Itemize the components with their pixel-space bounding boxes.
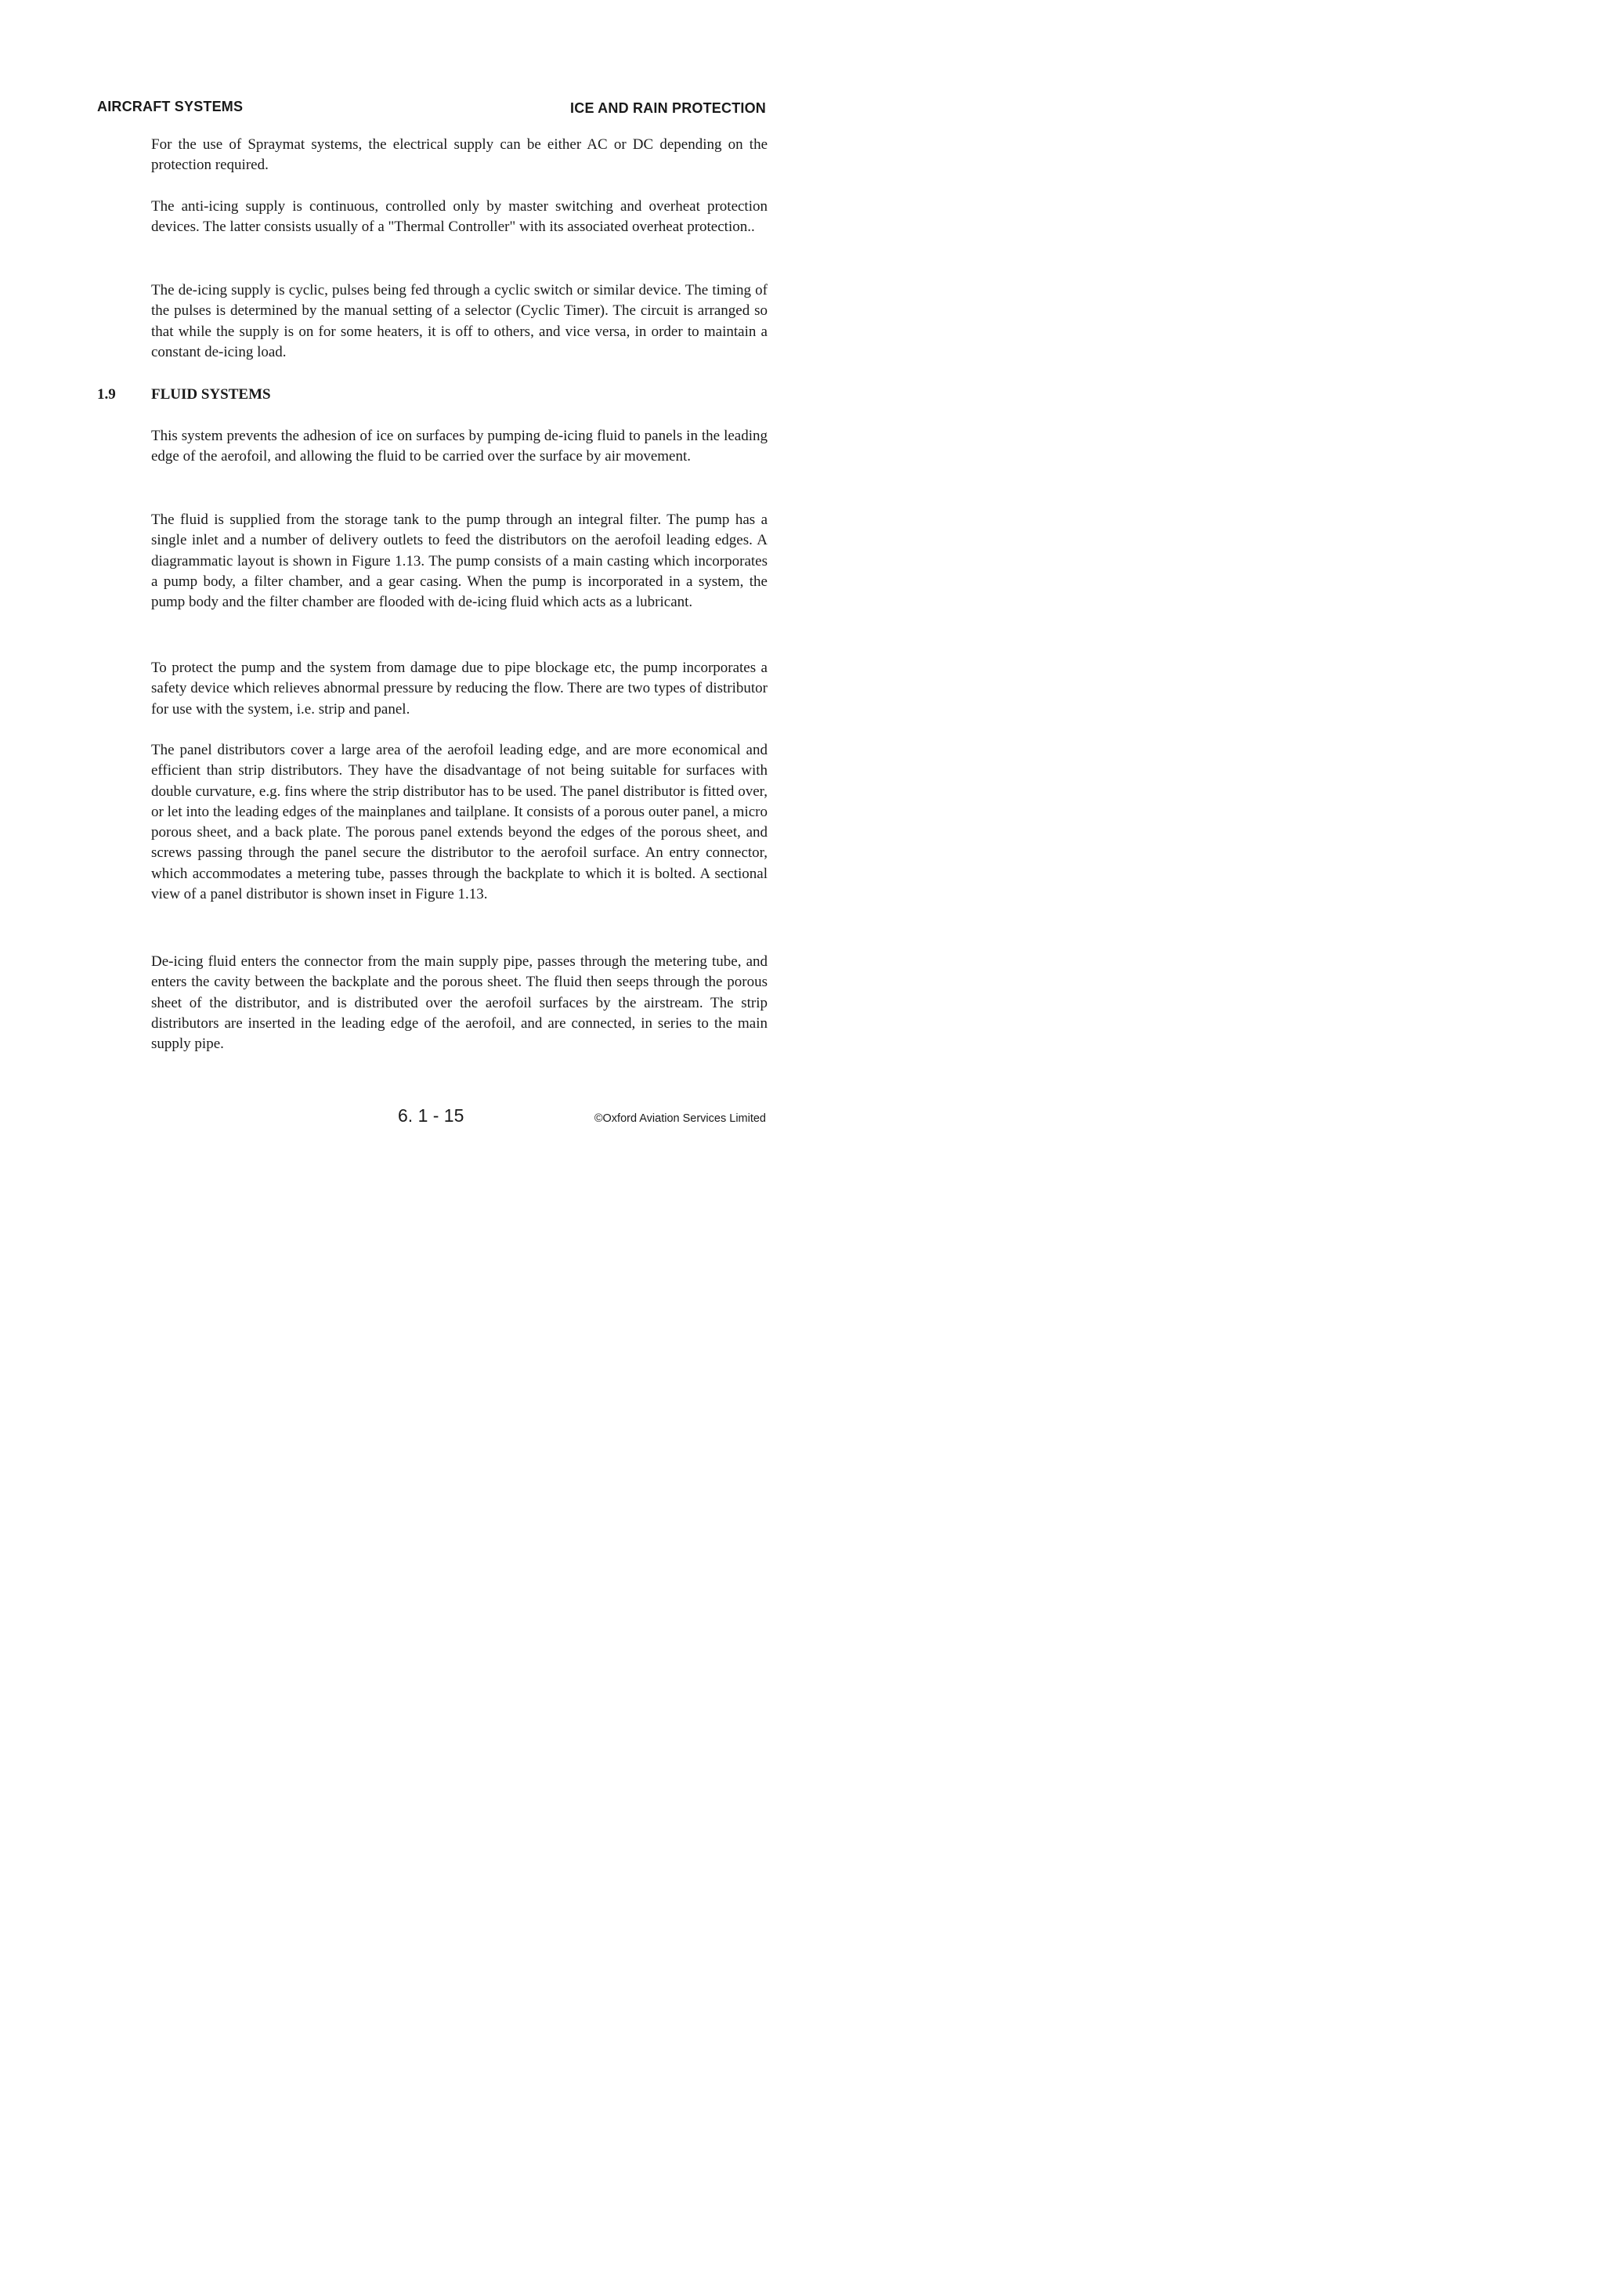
paragraph-anti-icing-supply: The anti-icing supply is continuous, controlled only by master switching and overheat protection devices. The latter consists usually of a "Thermal Controller" with its associated overheat protection..	[151, 198, 768, 236]
running-header-left: AIRCRAFT SYSTEMS	[97, 99, 244, 114]
section-title: FLUID SYSTEMS	[151, 386, 271, 403]
paragraph-fluid-system-overview: This system prevents the adhesion of ice on surfaces by pumping de-icing fluid to panels in the leading edge of the aerofoil, and allowing the fluid to be carried over the surface by air movement.	[151, 428, 768, 465]
paragraph-panel-distributors: The panel distributors cover a large area of the aerofoil leading edge, and are more economical and efficient than strip distributors. They have the disadvantage of not being suitable for surfaces with double curvature, e.g. fins where the strip distributor has to be used. The panel distributor is fitted over, or let into the leading edges of the mainplanes and tailplane. It consists of a porous outer panel, a micro porous sheet, and a back plate. The porous panel extends beyond the edges of the porous sheet, and screws passing through the panel secure the distributor to the aerofoil surface. An entry connector, which accommodates a metering tube, passes through the backplate to which it is bolted. A sectional view of a panel distributor is shown inset in Figure 1.13.	[151, 742, 768, 903]
copyright-notice: ©Oxford Aviation Services Limited	[594, 1112, 766, 1125]
running-header-right: ICE AND RAIN PROTECTION	[570, 100, 766, 116]
section-number: 1.9	[97, 386, 116, 403]
paragraph-pump-protection: To protect the pump and the system from damage due to pipe blockage etc, the pump incorporates a safety device which relieves abnormal pressure by reducing the flow. There are two types of distributor for use with the system, i.e. strip and panel.	[151, 660, 768, 718]
page-number: 6. 1 - 15	[398, 1105, 464, 1126]
paragraph-fluid-pump: The fluid is supplied from the storage tank to the pump through an integral filter. The pump has a single inlet and a number of delivery outlets to feed the distributors on the aerofoil leading edges. A diagrammatic layout is shown in Figure 1.13. The pump consists of a main casting which incorporates a pump body, a filter chamber, and a gear casing. When the pump is incorporated in a system, the pump body and the filter chamber are flooded with de-icing fluid which acts as a lubricant.	[151, 512, 768, 611]
paragraph-spraymat-supply: For the use of Spraymat systems, the electrical supply can be either AC or DC depending on the protection required.	[151, 136, 768, 174]
paragraph-de-icing-supply: The de-icing supply is cyclic, pulses being fed through a cyclic switch or similar device. The timing of the pulses is determined by the manual setting of a selector (Cyclic Timer). The circuit is arranged so that while the supply is on for some heaters, it is off to others, and vice versa, in order to maintain a constant de-icing load.	[151, 282, 768, 360]
paragraph-fluid-flow: De-icing fluid enters the connector from the main supply pipe, passes through the metering tube, and enters the cavity between the backplate and the porous sheet. The fluid then seeps through the porous sheet of the distributor, and is distributed over the aerofoil surfaces by the airstream. The strip distributors are inserted in the leading edge of the aerofoil, and are connected, in series to the main supply pipe.	[151, 953, 768, 1053]
